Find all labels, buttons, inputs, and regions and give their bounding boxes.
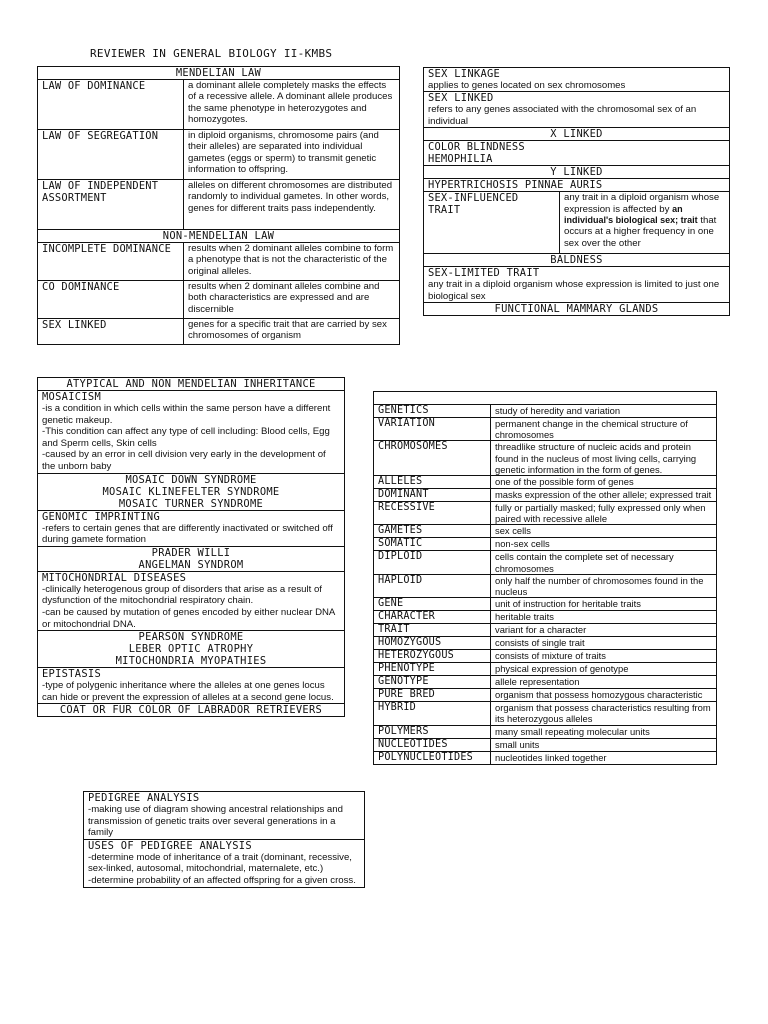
glossary-term: TRAIT bbox=[374, 624, 491, 637]
mosaic-example: MOSAIC KLINEFELTER SYNDROME bbox=[102, 485, 280, 498]
mendelian-law-table bbox=[37, 66, 400, 345]
mosaic-example: MOSAIC TURNER SYNDROME bbox=[118, 497, 264, 510]
term-cell: SEX LINKED bbox=[38, 319, 184, 345]
glossary-row bbox=[374, 702, 717, 725]
term-cell: LAW OF INDEPENDENT ASSORTMENT bbox=[38, 180, 184, 230]
glossary-term: GENETICS bbox=[374, 405, 491, 418]
glossary-definition: heritable traits bbox=[491, 611, 717, 624]
table-row bbox=[38, 130, 400, 180]
definition-cell: a dominant allele completely masks the effects of a recessive allele. A dominant allele produces the same phenotype in heterozygotes and homozygotes. bbox=[184, 80, 400, 130]
mosaicism-line: -is a condition in which cells within the same person have a different genetic makeup. bbox=[42, 403, 331, 426]
glossary-definition: permanent change in the chemical structure of chromosomes bbox=[491, 418, 717, 441]
glossary-term: HYBRID bbox=[374, 702, 491, 725]
glossary-row bbox=[374, 538, 717, 551]
glossary-term: GENOTYPE bbox=[374, 676, 491, 689]
glossary-term: NUCLEOTIDES bbox=[374, 738, 491, 751]
glossary-row bbox=[374, 441, 717, 476]
glossary-term: PURE BRED bbox=[374, 689, 491, 702]
pedigree-definition: -making use of diagram showing ancestral relationships and transmission of genetic traits over several generations in a family bbox=[88, 804, 343, 839]
definition-cell: in diploid organisms, chromosome pairs (and their alleles) are separated into individual gametes (eggs or sperm) to transmit genetic information to offspring. bbox=[184, 130, 400, 180]
sex-linkage-table bbox=[423, 67, 730, 316]
glossary-row bbox=[374, 637, 717, 650]
mito-line: -clinically heterogenous group of disorders that arise as a result of dysfunction of the mitochondrial respiratory chain. bbox=[42, 583, 322, 607]
pedigree-title: PEDIGREE ANALYSIS bbox=[88, 792, 200, 804]
glossary-term: DIPLOID bbox=[374, 551, 491, 574]
glossary-term: DOMINANT bbox=[374, 489, 491, 502]
glossary-row bbox=[374, 476, 717, 489]
glossary-definition: small units bbox=[491, 738, 717, 751]
definition-cell: results when 2 dominant alleles combine and both characteristics are expressed and are discernible bbox=[184, 281, 400, 319]
glossary-term: ALLELES bbox=[374, 476, 491, 489]
non-mendelian-law-header: NON-MENDELIAN LAW bbox=[38, 230, 400, 243]
sex-influenced-def-part: that occurs at a higher frequency in one sex over the other bbox=[564, 215, 717, 249]
glossary-term: POLYNUCLEOTIDES bbox=[374, 751, 491, 764]
imprinting-title: GENOMIC IMPRINTING bbox=[42, 510, 161, 523]
mito-example: PEARSON SYNDROME bbox=[138, 631, 244, 644]
pedigree-uses-title: USES OF PEDIGREE ANALYSIS bbox=[88, 839, 252, 852]
glossary-definition: sex cells bbox=[491, 525, 717, 538]
term-cell: LAW OF DOMINANCE bbox=[38, 80, 184, 130]
glossary-row bbox=[374, 551, 717, 574]
glossary-definition: many small repeating molecular units bbox=[491, 725, 717, 738]
imprinting-definition: -refers to certain genes that are differently inactivated or switched off during gamete formation bbox=[42, 522, 333, 546]
glossary-term: GENE bbox=[374, 598, 491, 611]
glossary-table bbox=[373, 391, 717, 765]
epistasis-title: EPISTASIS bbox=[42, 668, 102, 681]
glossary-row bbox=[374, 418, 717, 441]
glossary-term: GAMETES bbox=[374, 525, 491, 538]
glossary-row bbox=[374, 738, 717, 751]
mito-example: LEBER OPTIC ATROPHY bbox=[128, 643, 254, 656]
glossary-term: VARIATION bbox=[374, 418, 491, 441]
sex-linked-definition: refers to any genes associated with the chromosomal sex of an individual bbox=[428, 104, 697, 127]
glossary-row bbox=[374, 676, 717, 689]
pedigree-analysis-box bbox=[83, 791, 365, 888]
glossary-term: PHENOTYPE bbox=[374, 663, 491, 676]
glossary-term: HOMOZYGOUS bbox=[374, 637, 491, 650]
sex-linked-title: SEX LINKED bbox=[428, 92, 494, 105]
glossary-definition: variant for a character bbox=[491, 624, 717, 637]
glossary-definition: consists of single trait bbox=[491, 637, 717, 650]
glossary-term: RECESSIVE bbox=[374, 502, 491, 525]
table-row bbox=[38, 180, 400, 230]
pedigree-use-line: -determine probability of an affected offspring for a given cross. bbox=[88, 874, 356, 886]
x-linked-item: HEMOPHILIA bbox=[428, 153, 493, 166]
mosaicism-line: -This condition can affect any type of cell including: Blood cells, Egg and Sperm cells, Skin cells bbox=[42, 426, 330, 449]
table-row bbox=[38, 243, 400, 281]
glossary-definition: only half the number of chromosomes found in the nucleus bbox=[491, 574, 717, 597]
sex-limited-definition: any trait in a diploid organism whose expression is limited to just one biological sex bbox=[428, 279, 720, 302]
glossary-row bbox=[374, 611, 717, 624]
mosaic-example: MOSAIC DOWN SYNDROME bbox=[125, 473, 257, 486]
imprinting-example: ANGELMAN SYNDROM bbox=[138, 558, 244, 571]
mosaicism-title: MOSAICISM bbox=[42, 391, 102, 403]
glossary-definition: unit of instruction for heritable traits bbox=[491, 598, 717, 611]
glossary-definition: physical expression of genotype bbox=[491, 663, 717, 676]
glossary-definition: nucleotides linked together bbox=[491, 751, 717, 764]
glossary-definition: organism that possess characteristics resulting from its heterozygous alleles bbox=[491, 702, 717, 725]
imprinting-example: PRADER WILLI bbox=[151, 546, 231, 559]
mito-title: MITOCHONDRIAL DISEASES bbox=[42, 571, 187, 584]
glossary-definition: consists of mixture of traits bbox=[491, 650, 717, 663]
glossary-term: HETEROZYGOUS bbox=[374, 650, 491, 663]
glossary-definition: organism that possess homozygous characteristic bbox=[491, 689, 717, 702]
sex-linkage-title: SEX LINKAGE bbox=[428, 68, 501, 80]
y-linked-item: HYPERTRICHOSIS PINNAE AURIS bbox=[424, 179, 730, 192]
table-row bbox=[38, 80, 400, 130]
atypical-inheritance-box bbox=[37, 377, 345, 717]
sex-influenced-def-bold: an individual's biological sex; trait bbox=[564, 203, 698, 226]
sex-influenced-definition bbox=[560, 192, 730, 254]
glossary-row bbox=[374, 574, 717, 597]
glossary-row bbox=[374, 598, 717, 611]
atypical-header: ATYPICAL AND NON MENDELIAN INHERITANCE bbox=[66, 378, 316, 390]
mendelian-law-header: MENDELIAN LAW bbox=[38, 67, 400, 80]
glossary-term: HAPLOID bbox=[374, 574, 491, 597]
glossary-definition: study of heredity and variation bbox=[491, 405, 717, 418]
glossary-row bbox=[374, 650, 717, 663]
x-linked-header: X LINKED bbox=[424, 128, 730, 141]
glossary-term: CHROMOSOMES bbox=[374, 441, 491, 476]
sex-limited-title: SEX-LIMITED TRAIT bbox=[428, 267, 540, 280]
epistasis-definition: -type of polygenic inheritance where the alleles at one genes locus can hide or prevent the expression of alleles at a second gene locus. bbox=[42, 680, 334, 703]
glossary-row bbox=[374, 502, 717, 525]
glossary-definition: allele representation bbox=[491, 676, 717, 689]
glossary-row bbox=[374, 489, 717, 502]
definition-cell: alleles on different chromosomes are distributed randomly to individual gametes. In other words, genes for different traits pass independently. bbox=[184, 180, 400, 230]
y-linked-header: Y LINKED bbox=[424, 166, 730, 179]
glossary-definition: non-sex cells bbox=[491, 538, 717, 551]
sex-influenced-term: SEX-INFLUENCED TRAIT bbox=[424, 192, 560, 254]
mammary-glands-header: FUNCTIONAL MAMMARY GLANDS bbox=[424, 303, 730, 316]
glossary-definition: one of the possible form of genes bbox=[491, 476, 717, 489]
glossary-definition: cells contain the complete set of necessary chromosomes bbox=[491, 551, 717, 574]
mito-line: -can be caused by mutation of genes encoded by either nuclear DNA or mitochondrial DNA. bbox=[42, 606, 335, 630]
table-row bbox=[38, 319, 400, 345]
page-title: REVIEWER IN GENERAL BIOLOGY II-KMBS bbox=[90, 47, 333, 60]
glossary-definition: threadlike structure of nucleic acids and protein found in the nucleus of most living cells, carrying genetic information in the form of genes. bbox=[491, 441, 717, 476]
term-cell: LAW OF SEGREGATION bbox=[38, 130, 184, 180]
glossary-row bbox=[374, 689, 717, 702]
glossary-term: CHARACTER bbox=[374, 611, 491, 624]
glossary-term: POLYMERS bbox=[374, 725, 491, 738]
definition-cell: results when 2 dominant alleles combine to form a phenotype that is not the characteristic of the original alleles. bbox=[184, 243, 400, 281]
glossary-definition: masks expression of the other allele; expressed trait bbox=[491, 489, 717, 502]
glossary-row bbox=[374, 751, 717, 764]
sex-linkage-definition: applies to genes located on sex chromosomes bbox=[428, 80, 626, 91]
sex-influenced-def-part: any trait in a diploid organism whose expression is affected by bbox=[564, 192, 720, 215]
glossary-row bbox=[374, 663, 717, 676]
pedigree-use-line: -determine mode of inheritance of a trait (dominant, recessive, sex-linked, autosomal, mitochondrial, maternalete, etc.) bbox=[88, 851, 352, 875]
glossary-definition: fully or partially masked; fully expressed only when paired with recessive allele bbox=[491, 502, 717, 525]
glossary-row bbox=[374, 624, 717, 637]
mito-example: MITOCHONDRIA MYOPATHIES bbox=[115, 655, 267, 668]
table-row bbox=[38, 281, 400, 319]
term-cell: CO DOMINANCE bbox=[38, 281, 184, 319]
glossary-term: SOMATIC bbox=[374, 538, 491, 551]
mosaicism-line: -caused by an error in cell division very early in the development of the unborn baby bbox=[42, 449, 326, 472]
glossary-row bbox=[374, 405, 717, 418]
x-linked-item: COLOR BLINDNESS bbox=[428, 141, 525, 154]
term-cell: INCOMPLETE DOMINANCE bbox=[38, 243, 184, 281]
definition-cell: genes for a specific trait that are carried by sex chromosomes of organism bbox=[184, 319, 400, 345]
baldness-header: BALDNESS bbox=[424, 254, 730, 267]
glossary-row bbox=[374, 725, 717, 738]
epistasis-example: COAT OR FUR COLOR OF LABRADOR RETRIEVERS bbox=[59, 704, 323, 717]
glossary-row bbox=[374, 525, 717, 538]
